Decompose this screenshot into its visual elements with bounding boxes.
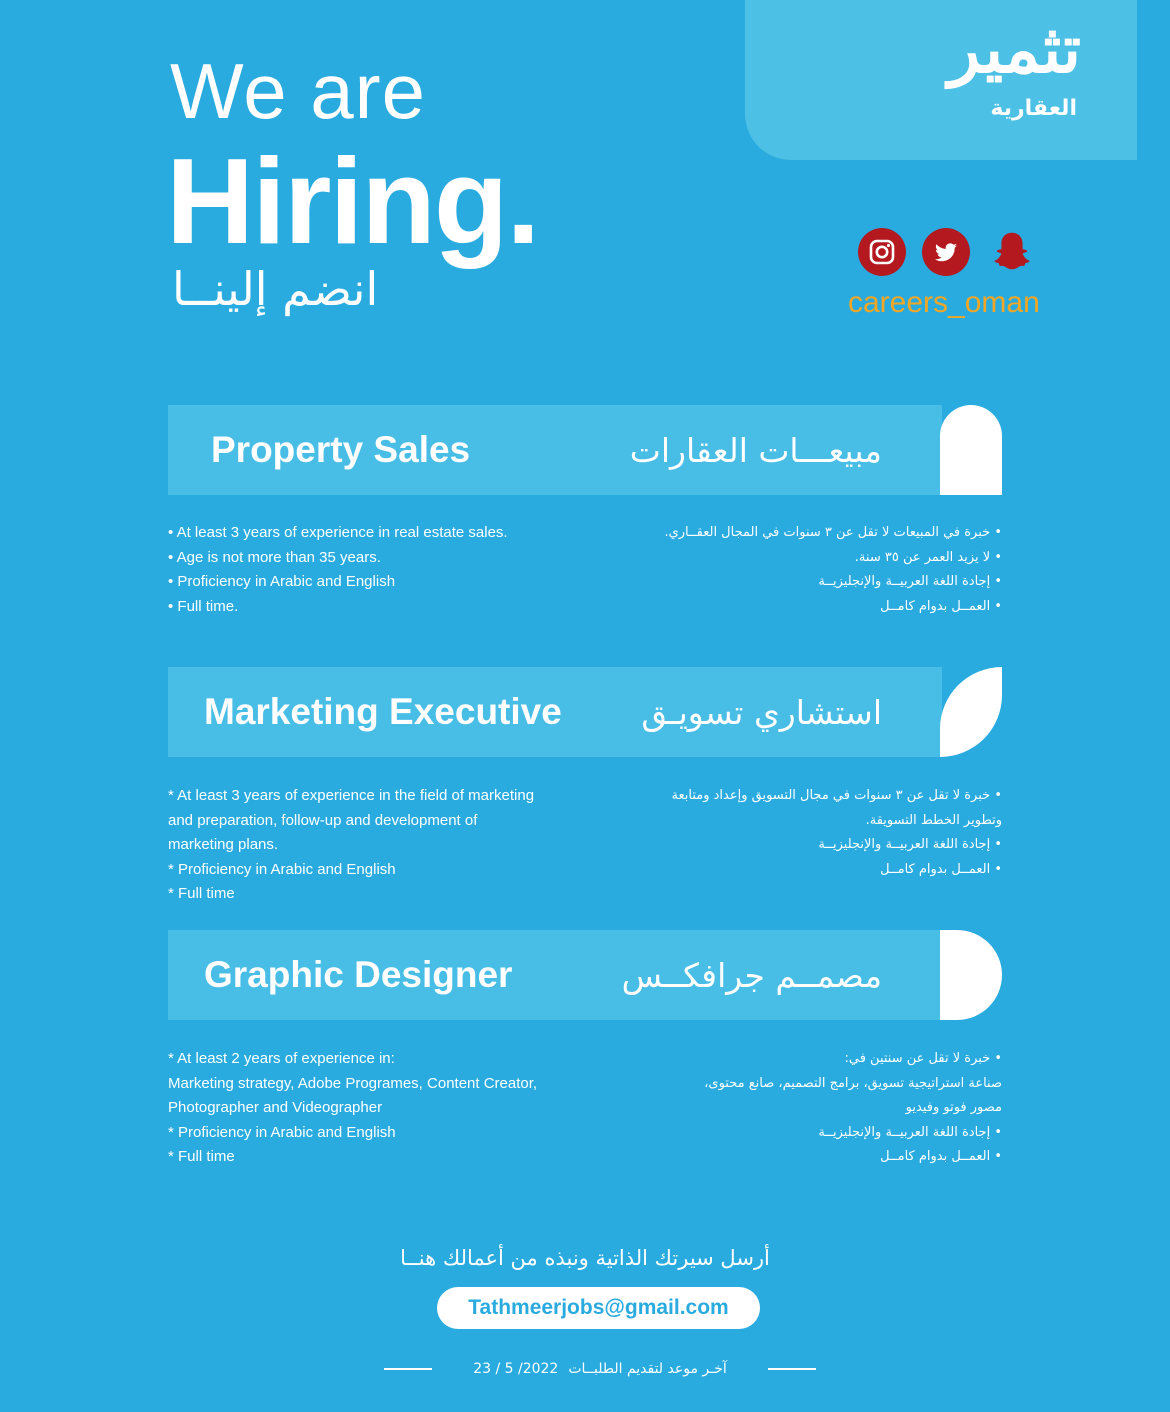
job-bar-property-sales — [168, 405, 942, 495]
list-item: * Proficiency in Arabic and English — [168, 1123, 396, 1141]
job-title-en: Marketing Executive — [204, 691, 562, 732]
list-item: وتطوير الخطط التسويقة. — [865, 812, 1002, 828]
list-item: • Full time. — [168, 597, 239, 615]
snapchat-icon[interactable] — [988, 228, 1036, 276]
list-item: * Full time — [168, 885, 235, 903]
twitter-icon[interactable] — [922, 228, 970, 276]
list-item: • Proficiency in Arabic and English — [168, 573, 396, 591]
list-item: • إجادة اللغة العربيــة والإنجليزيــة — [818, 1124, 1002, 1140]
list-item: * At least 2 years of experience in: — [168, 1050, 395, 1067]
list-item: • العمــل بدوام كامــل — [880, 598, 1002, 614]
job-requirements-en — [168, 521, 578, 619]
instagram-icon[interactable] — [858, 228, 906, 276]
list-item: and preparation, follow-up and development of — [168, 811, 478, 829]
list-item: • العمــل بدوام كامــل — [880, 861, 1002, 877]
job-requirements-ar — [582, 784, 1002, 882]
list-item: Photographer and Videographer — [168, 1099, 383, 1117]
logo-subtitle: العقارية — [990, 96, 1077, 121]
divider — [384, 1368, 432, 1370]
job-title-ar: مبيعـــات العقارات — [629, 430, 882, 470]
list-item: صناعة استراتيجية تسويق، برامج التصميم، صانع محتوى، — [704, 1075, 1002, 1091]
list-item: Marketing strategy, Adobe Programes, Content Creator, — [168, 1074, 538, 1092]
deadline — [384, 1356, 816, 1382]
list-item: * Proficiency in Arabic and English — [168, 860, 396, 878]
job-requirements-ar — [582, 1047, 1002, 1170]
list-item: * Full time — [168, 1148, 235, 1166]
headline-hiring: Hiring. — [166, 133, 539, 269]
job-requirements-en — [168, 784, 578, 907]
list-item: • خبرة لا تقل عن ٣ سنوات في مجال التسويق وإعداد ومتابعة — [671, 788, 1002, 803]
list-item: • Age is not more than 35 years. — [168, 548, 381, 566]
job-requirements-en — [168, 1047, 578, 1170]
deadline-text — [473, 1361, 727, 1377]
list-item: • إجادة اللغة العربيــة والإنجليزيــة — [818, 574, 1002, 590]
list-item: marketing plans. — [168, 836, 279, 854]
social-handle[interactable]: careers_oman — [848, 286, 1040, 319]
social-icons — [858, 228, 1048, 278]
list-item: • خبرة لا تقل عن سنتين في: — [844, 1051, 1002, 1066]
job-title-ar: مصمــم جرافكــس — [621, 955, 882, 995]
job-requirements-ar — [582, 521, 1002, 619]
list-item: مصور فوتو وفيديو — [905, 1100, 1002, 1116]
list-item: • At least 3 years of experience in real estate sales. — [168, 524, 508, 541]
leaf-shape — [940, 667, 1002, 757]
job-title-en: Property Sales — [211, 429, 471, 470]
deadline-date: 23 / 5 /2022 — [473, 1361, 559, 1377]
deadline-label: آخـر موعد لتقديم الطلبــات — [568, 1361, 727, 1377]
email-link[interactable]: Tathmeerjobs@gmail.com — [437, 1287, 760, 1329]
list-item: • خبرة في المبيعات لا تقل عن ٣ سنوات في المجال العقــاري. — [664, 525, 1002, 540]
headline-join-ar: انضم إلينــا — [172, 262, 379, 316]
arch-shape — [940, 405, 1002, 495]
send-cv-text: أرسل سيرتك الذاتية ونبذه من أعمالك هنــا — [400, 1246, 770, 1270]
job-title-en: Graphic Designer — [204, 954, 513, 995]
half-circle-shape — [940, 930, 1002, 1020]
list-item: • لا يزيد العمر عن ٣٥ سنة. — [854, 549, 1002, 565]
headline-we-are: We are — [170, 47, 426, 135]
job-bar-graphic-designer — [168, 930, 942, 1020]
list-item: • العمــل بدوام كامــل — [880, 1149, 1002, 1165]
list-item: • إجادة اللغة العربيــة والإنجليزيــة — [818, 837, 1002, 853]
logo-box — [745, 0, 1137, 160]
logo-name: تثمير — [948, 10, 1081, 88]
divider — [768, 1368, 816, 1370]
job-bar-marketing-executive — [168, 667, 942, 757]
job-title-ar: استشاري تسويـق — [641, 692, 882, 732]
list-item: * At least 3 years of experience in the field of marketing — [168, 787, 535, 804]
